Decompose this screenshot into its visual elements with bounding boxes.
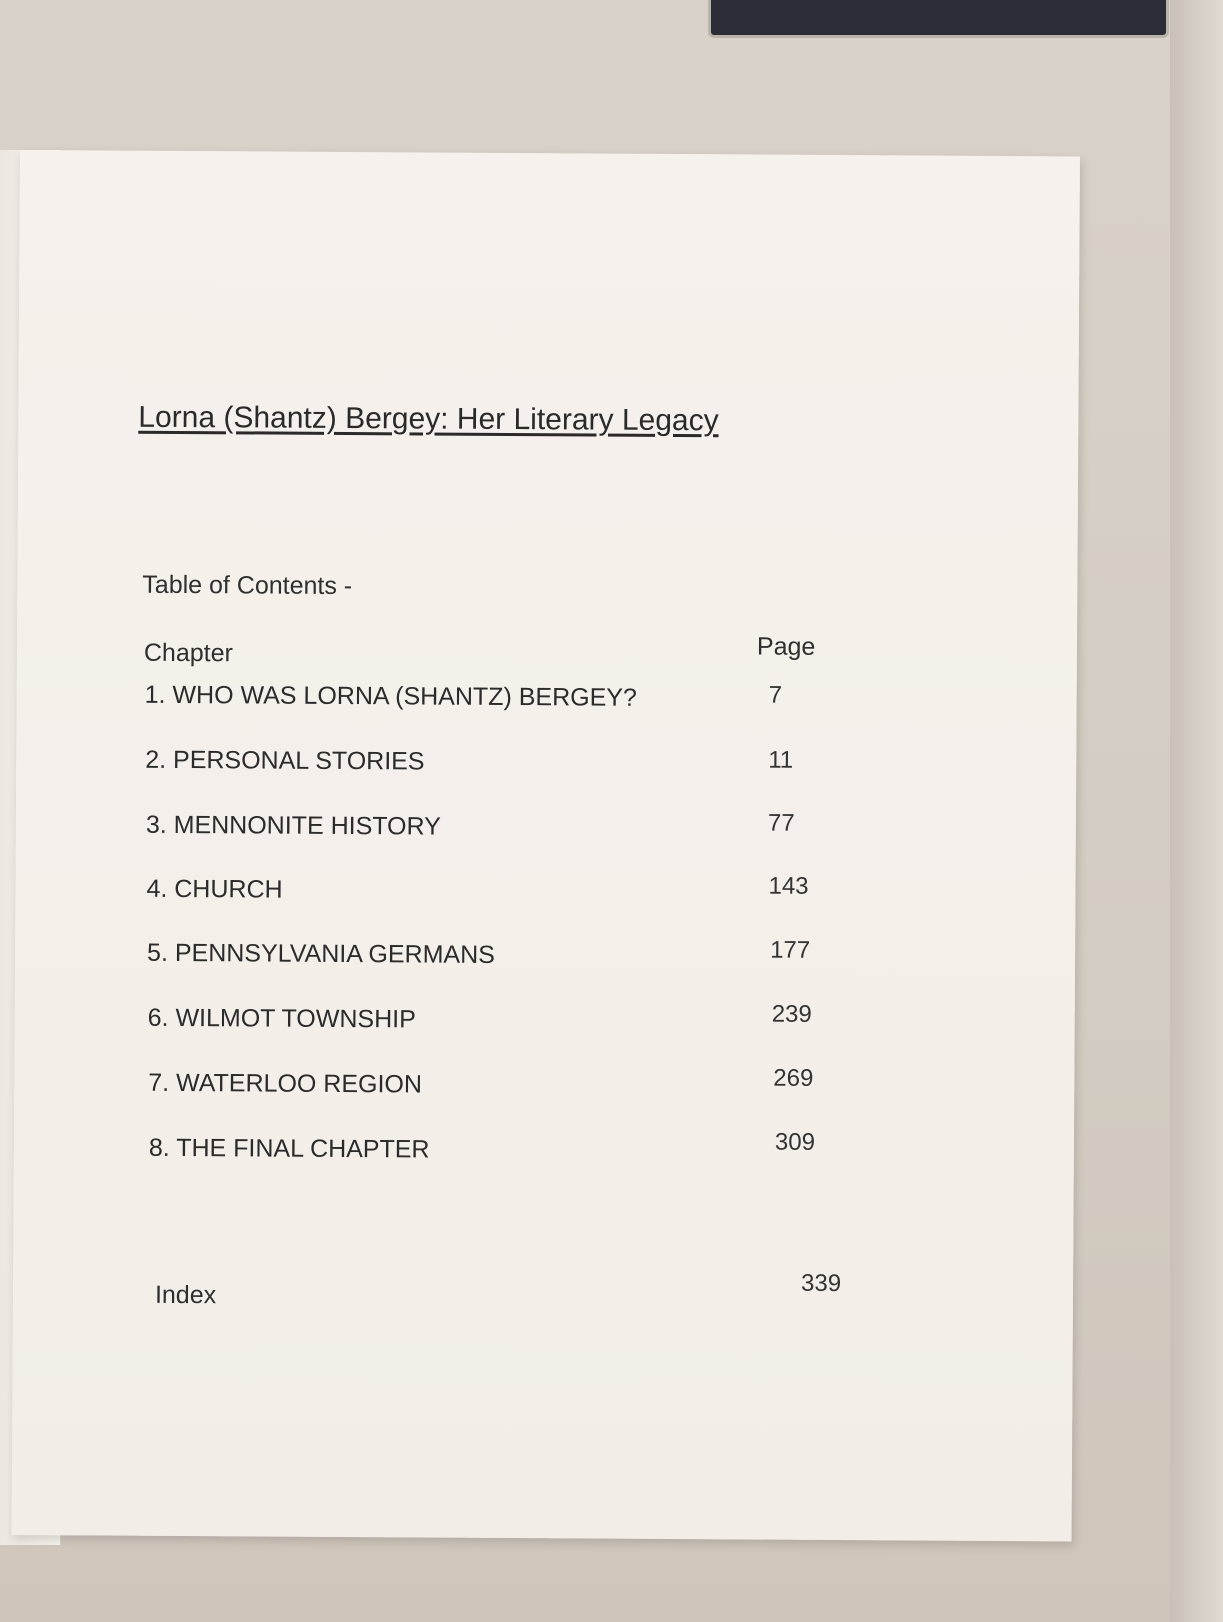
document-title: Lorna (Shantz) Bergey: Her Literary Legacy: [138, 400, 719, 438]
toc-heading: Table of Contents -: [142, 570, 353, 601]
toc-entry-title: 8. THE FINAL CHAPTER: [148, 1133, 430, 1164]
index-page: 339: [801, 1269, 842, 1298]
toc-list: [12, 150, 1080, 1541]
toc-entry-title: 6. WILMOT TOWNSHIP: [147, 1003, 416, 1034]
toc-entry-page: 309: [774, 1128, 816, 1156]
toc-entry-page: 77: [767, 809, 795, 837]
background-edge: [1170, 0, 1223, 1622]
device-edge: [708, 0, 1169, 38]
toc-entry-title: 1. WHO WAS LORNA (SHANTZ) BERGEY?: [144, 680, 637, 712]
toc-entry-page: 269: [773, 1064, 814, 1092]
toc-entry-page: 177: [770, 936, 811, 964]
index-label: Index: [154, 1280, 217, 1310]
chapter-column-header: Chapter: [143, 638, 233, 668]
toc-entry-page: 7: [768, 681, 783, 709]
toc-entry-page: 11: [768, 746, 794, 774]
toc-entry-page: 239: [771, 1000, 812, 1028]
toc-entry-title: 3. MENNONITE HISTORY: [145, 810, 441, 841]
document-page: [12, 150, 1080, 1541]
toc-entry-title: 5. PENNSYLVANIA GERMANS: [147, 938, 495, 969]
toc-entry-title: 7. WATERLOO REGION: [148, 1068, 423, 1099]
page-column-header: Page: [756, 632, 816, 661]
toc-entry-title: 2. PERSONAL STORIES: [145, 745, 425, 776]
toc-entry-title: 4. CHURCH: [146, 874, 283, 904]
toc-entry-page: 143: [768, 872, 809, 900]
